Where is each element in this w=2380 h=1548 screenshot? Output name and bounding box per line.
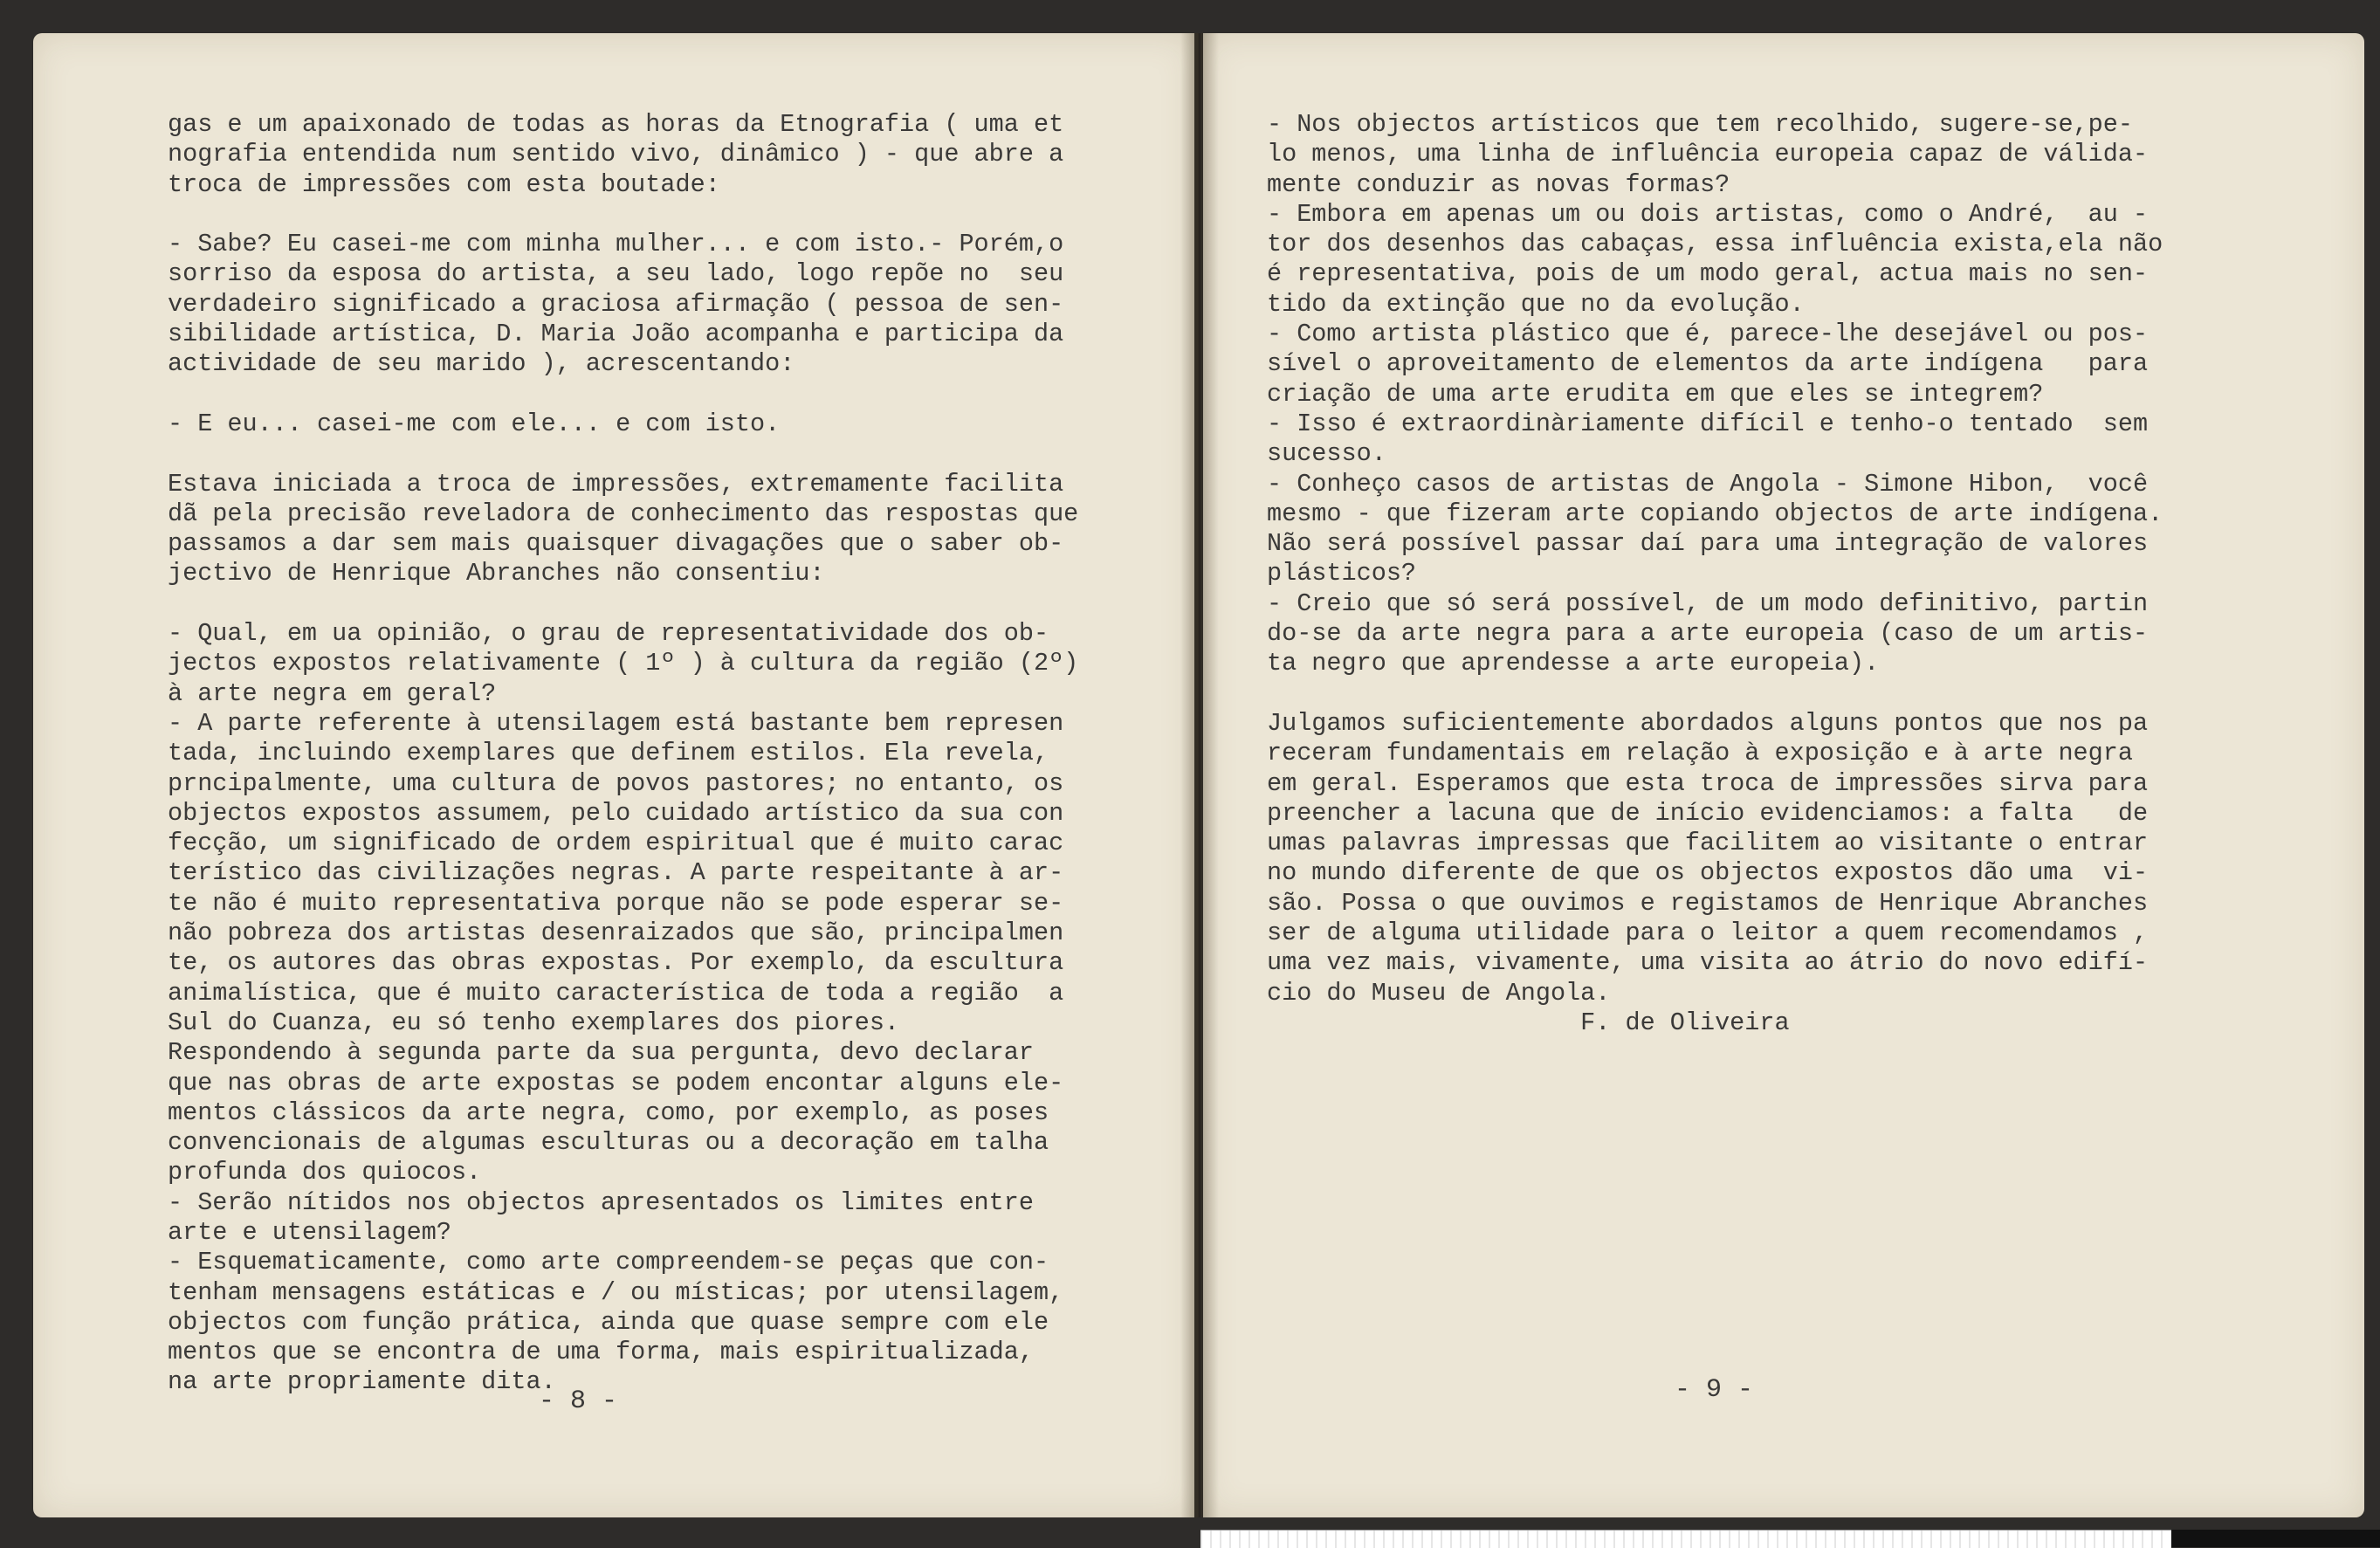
right-page-number: - 9 - [1675,1375,1754,1405]
left-page-body-text: gas e um apaixonado de todas as horas da Etnografia ( uma et nografia entendida num sentido vivo, dinâmico ) - que abre a troca de impressões com esta boutade: - Sabe? Eu casei-me com minha mulher... e com isto.- Porém,o sorriso da esposa do artista, a seu lado, logo repõe no seu verdadeiro significado a graciosa afirmação ( pessoa de sen- sibilidade artística, D. Maria João acompanha e participa da actividade de seu marido ), acrescentando: - E eu... casei-me com ele... e com isto. Estava iniciada a troca de impressões, extremamente facilita dã pela precisão reveladora de conhecimento das respostas que passamos a dar sem mais quaisquer divagações que o saber ob- jectivo de Henrique Abranches não consentiu: - Qual, em ua opinião, o grau de representatividade dos ob- jectos expostos relativamente ( 1º ) à cultura da região (2º) à arte negra em geral? - A parte referente à utensilagem está bastante bem represen tada, incluindo exemplares que definem estilos. Ela revela, prncipalmente, uma cultura de povos pastores; no entanto, os objectos expostos assumem, pelo cuidado artístico da sua con fecção, um significado de ordem espiritual que é muito carac terístico das civilizações negras. A parte respeitante à ar- te não é muito representativa porque não se pode esperar se- não pobreza dos artistas desenraizados que são, principalmen te, os autores das obras expostas. Por exemplo, da escultura animalística, que é muito característica de toda a região a Sul do Cuanza, eu só tenho exemplares dos piores. Respondendo à segunda parte da sua pergunta, devo declarar que nas obras de arte expostas se podem encontar alguns ele- mentos clássicos da arte negra, como, por exemplo, as poses convencionais de algumas esculturas ou a decoração em talha profunda dos quiocos. - Serão nítidos nos objectos apresentados os limites entre arte e utensilagem? - Esquematicamente, como arte compreendem-se peças que con- tenham mensagens estáticas e / ou místicas; por utensilagem, objectos com função prática, ainda que quase sempre com ele mentos que se encontra de uma forma, mais espiritualizada, na arte propriamente dita. [168,110,1079,1397]
book-gutter [1180,33,1219,1517]
left-page-number: - 8 - [539,1386,618,1416]
right-page-body-text: - Nos objectos artísticos que tem recolhido, sugere-se,pe- lo menos, uma linha de influência europeia capaz de válida- mente conduzir as novas formas? - Embora em apenas um ou dois artistas, como o André, au - tor dos desenhos das cabaças, essa influência exista,ela não é representativa, pois de um modo geral, actua mais no sen- tido da extinção que no da evolução. - Como artista plástico que é, parece-lhe desejável ou pos- sível o aproveitamento de elementos da arte indígena para criação de uma arte erudita em que eles se integrem? - Isso é extraordinàriamente difícil e tenho-o tentado sem sucesso. - Conheço casos de artistas de Angola - Simone Hibon, você mesmo - que fizeram arte copiando objectos de arte indígena. Não será possível passar daí para uma integração de valores plásticos? - Creio que só será possível, de um modo definitivo, partin do-se da arte negra para a arte europeia (caso de um artis- ta negro que aprendesse a arte europeia). Julgamos suficientemente abordados alguns pontos que nos pa receram fundamentais em relação à exposição e à arte negra em geral. Esperamos que esta troca de impressões sirva para preencher a lacuna que de início evidenciamos: a falta de umas palavras impressas que facilitem ao visitante o entrar no mundo diferente de que os objectos expostos dão uma vi- são. Possa o que ouvimos e registamos de Henrique Abranches ser de alguma utilidade para o leitor a quem recomendamos , uma vez mais, vivamente, uma visita ao átrio do novo edifí- cio do Museu de Angola. F. de Oliveira [1267,110,2163,1037]
scale-ruler-end [2171,1530,2380,1547]
scale-ruler [1200,1530,2171,1548]
